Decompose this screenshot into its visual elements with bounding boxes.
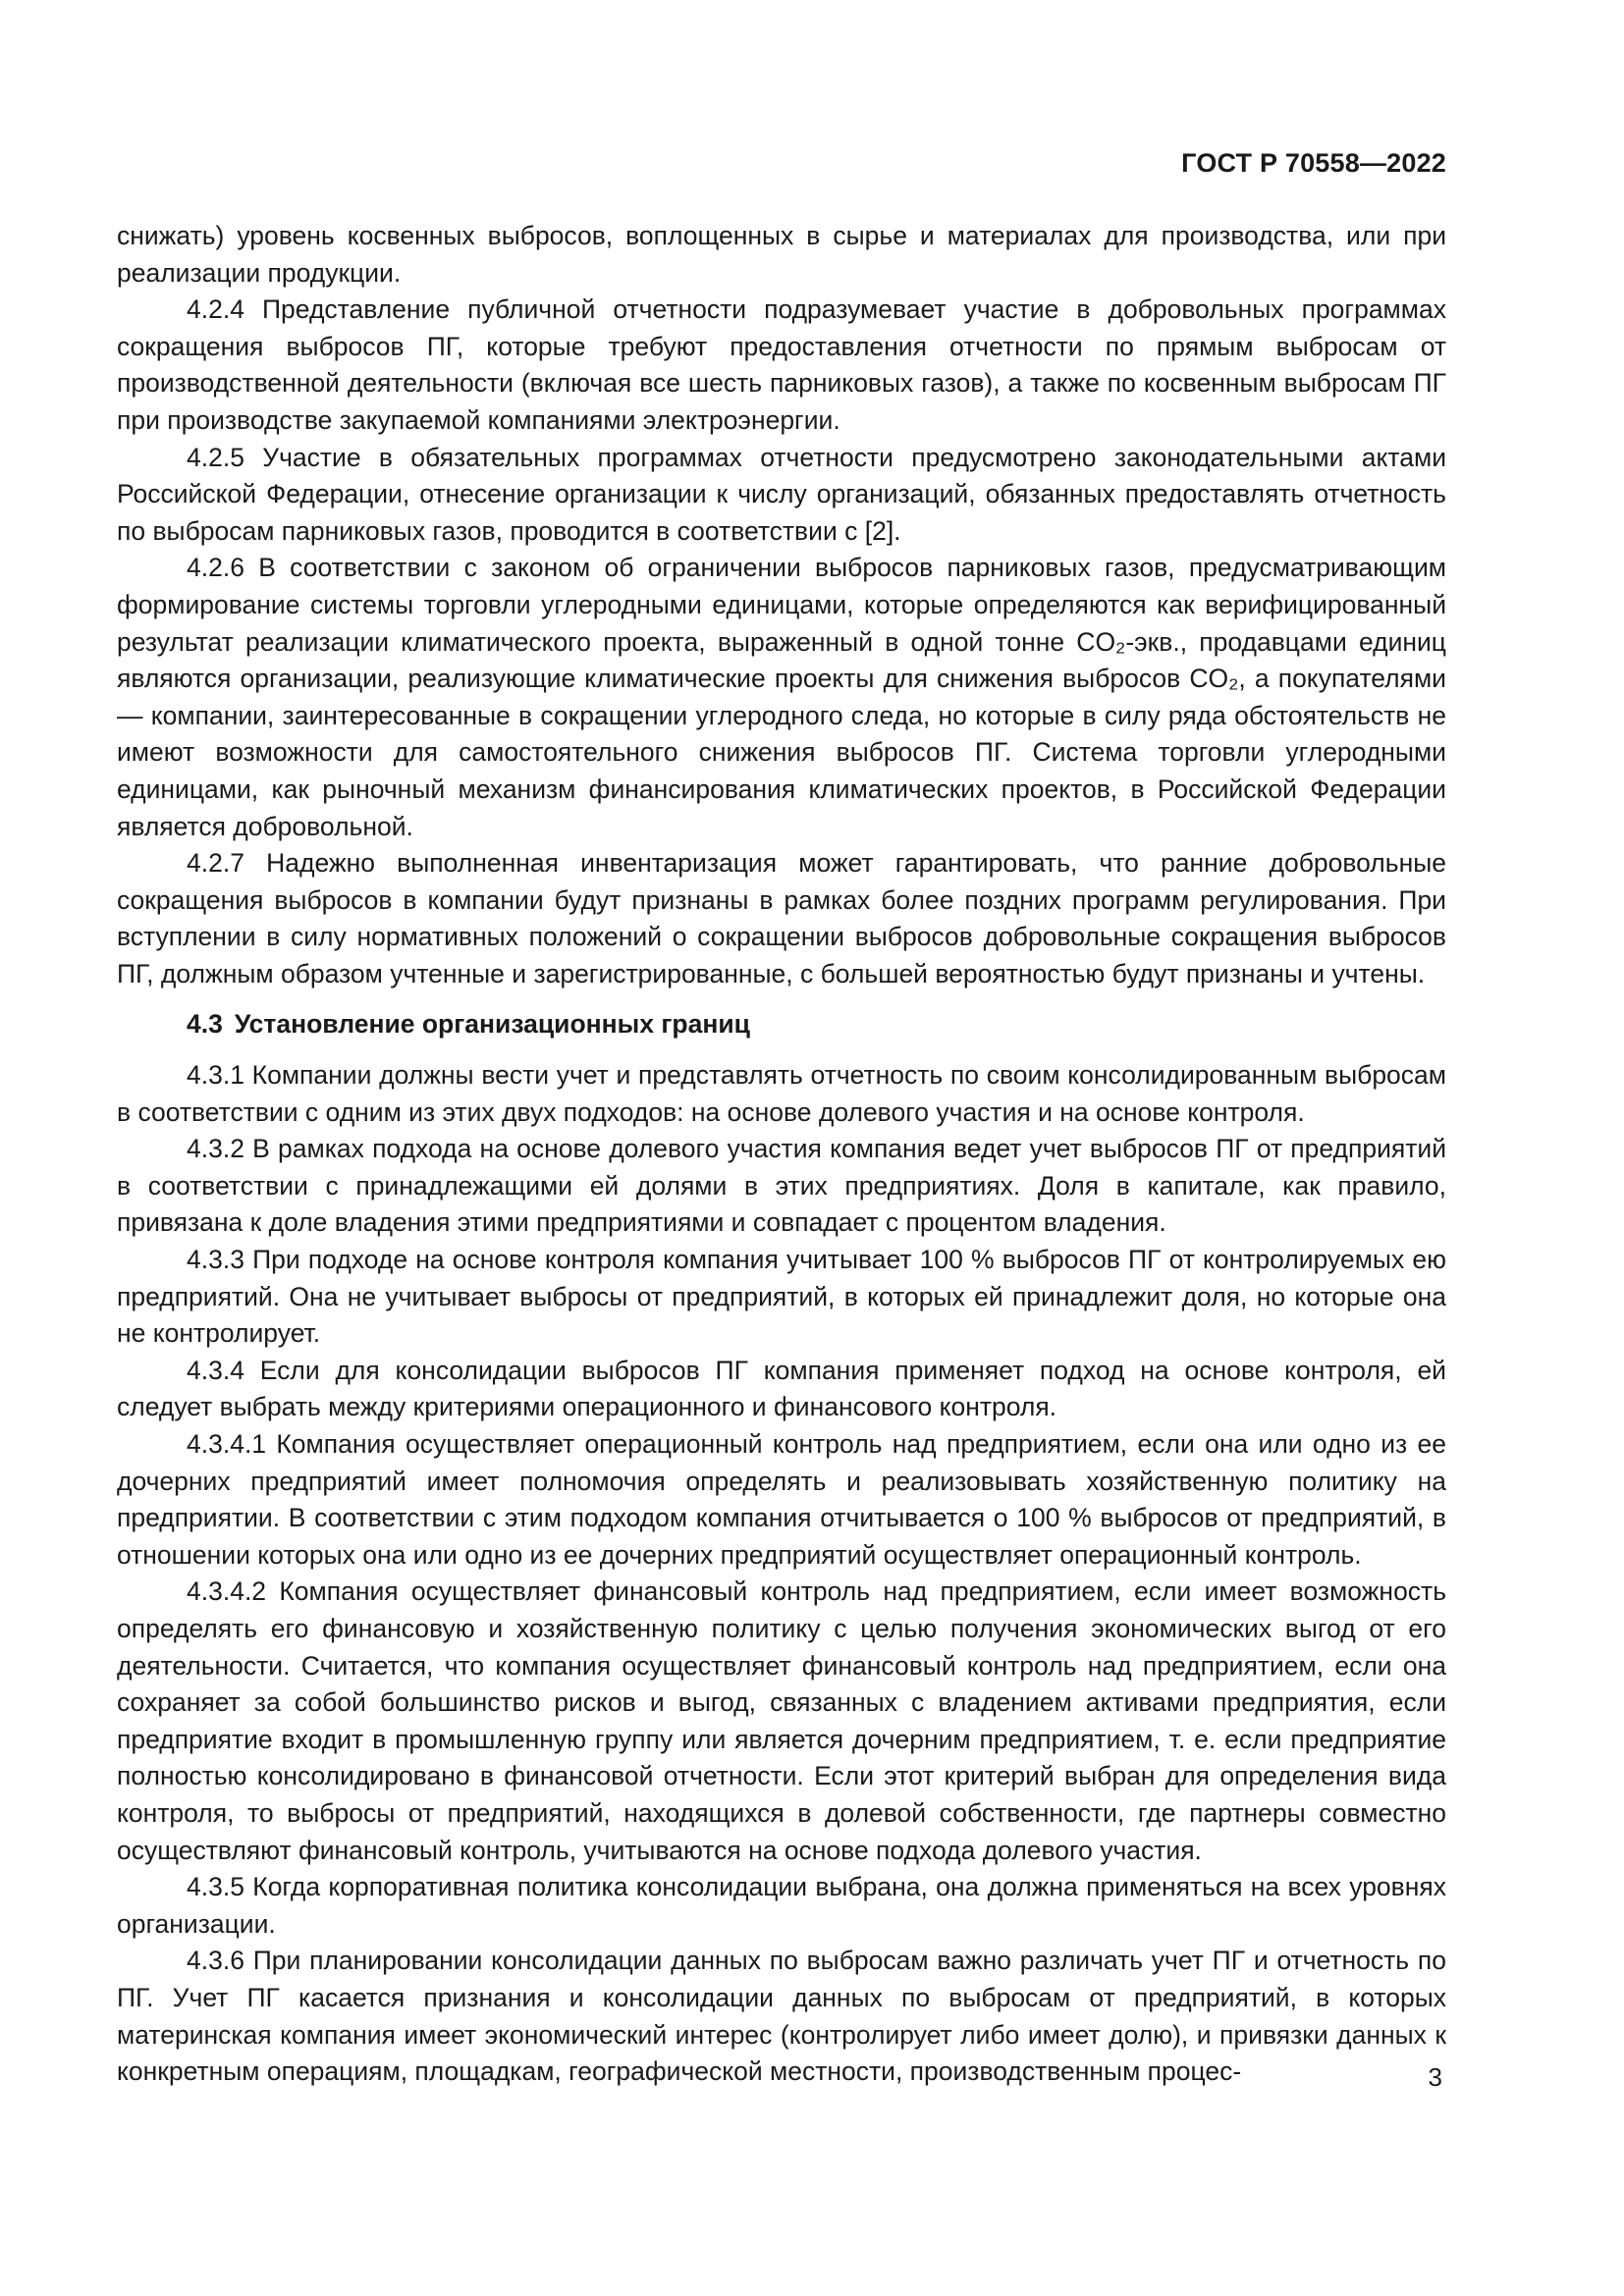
paragraph-4-3-4-1: 4.3.4.1 Компания осуществляет операционный контроль над предприятием, если она или одно из ее дочерних предприятий имеет полномочия определять и реализовывать хозяйственную политику на предприятии. В соответствии с этим подходом компания отчитывается о 100 % выбросов от предприятий, в отношении которых она или одно из ее дочерних предприятий осуществляет операционный контроль. [117,1429,1446,1570]
section-heading-4-3 [117,1006,1446,1043]
paragraph-4-3-1: 4.3.1 Компании должны вести учет и представлять отчетность по своим консолидированным выбросам в соответствии с одним из этих двух подходов: на основе долевого участия и на основе контроля. [117,1060,1446,1127]
paragraph-continued: снижать) уровень косвенных выбросов, воплощенных в сырье и материалах для производства, или при реализации продукции. [117,221,1446,288]
page-number: 3 [1428,2062,1442,2092]
paragraph-4-3-3: 4.3.3 При подходе на основе контроля компания учитывает 100 % выбросов ПГ от контролируемых ею предприятий. Она не учитывает выбросы от предприятий, в которых ей принадлежит доля, но которые она не контролирует. [117,1245,1446,1349]
paragraph-4-2-4: 4.2.4 Представление публичной отчетности подразумевает участие в добровольных программах сокращения выбросов ПГ, которые требуют предоставления отчетности по прямым выбросам от производственной деятельности (включая все шесть парниковых газов), а также по косвенным выбросам ПГ при производстве закупаемой компаниями электроэнергии. [117,294,1446,435]
paragraph-4-2-7: 4.2.7 Надежно выполненная инвентаризация может гарантировать, что ранние добровольные сокращения выбросов в компании будут признаны в рамках более поздних программ регулирования. При вступлении в силу нормативных положений о сокращении выбросов добровольные сокращения выбросов ПГ, должным образом учтенные и зарегистрированные, с большей вероятностью будут признаны и учтены. [117,848,1446,988]
paragraph-4-2-5: 4.2.5 Участие в обязательных программах отчетности предусмотрено законодательными актами Российской Федерации, отнесение организации к числу организаций, обязанных предоставлять отчетность по выбросам парниковых газов, проводится в соответствии с [2]. [117,442,1446,546]
section-title: Установление организационных границ [234,1009,750,1040]
document-code-header: ГОСТ Р 70558—2022 [1181,148,1446,178]
paragraphs-after-section [117,1057,1446,2091]
page-body [117,218,1446,2091]
paragraph-4-3-4-2: 4.3.4.2 Компания осуществляет финансовый контроль над предприятием, если имеет возможность определять его финансовую и хозяйственную политику с целью получения экономических выгод от его деятельности. Считается, что компания осуществляет финансовый контроль над предприятием, если она сохраняет за собой большинство рисков и выгод, связанных с владением активами предприятия, если предприятие входит в промышленную группу или является дочерним предприятием, т. е. если предприятие полностью консолидировано в финансовой отчетности. Если этот критерий выбран для определения вида контроля, то выбросы от предприятий, находящихся в долевой собственности, где партнеры совместно осуществляют финансовый контроль, учитываются на основе подхода долевого участия. [117,1576,1446,1865]
paragraph-4-2-6: 4.2.6 В соответствии с законом об ограничении выбросов парниковых газов, предусматривающим формирование системы торговли углеродными единицами, которые определяются как верифицированный результат реализации климатического проекта, выраженный в одной тонне CO₂-экв., продавцами единиц являются организации, реализующие климатические проекты для снижения выбросов CO₂, а покупателями — компании, заинтересованные в сокращении углеродного следа, но которые в силу ряда обстоятельств не имеют возможности для самостоятельного снижения выбросов ПГ. Система торговли углеродными единицами, как рыночный механизм финансирования климатических проектов, в Российской Федерации является добровольной. [117,553,1446,841]
paragraph-4-3-5: 4.3.5 Когда корпоративная политика консолидации выбрана, она должна применяться на всех уровнях организации. [117,1872,1446,1939]
paragraph-4-3-6: 4.3.6 При планировании консолидации данных по выбросам важно различать учет ПГ и отчетность по ПГ. Учет ПГ касается признания и консолидации данных по выбросам от предприятий, в которых материнская компания имеет экономический интерес (контролирует либо имеет долю), и привязки данных к конкретным операциям, площадкам, географической местности, производственным процес- [117,1946,1446,2087]
section-number: 4.3 [187,1009,223,1040]
paragraph-4-3-4: 4.3.4 Если для консолидации выбросов ПГ компания применяет подход на основе контроля, ей следует выбрать между критериями операционного и финансового контроля. [117,1355,1446,1422]
paragraphs-before-section [117,218,1446,992]
paragraph-4-3-2: 4.3.2 В рамках подхода на основе долевого участия компания ведет учет выбросов ПГ от предприятий в соответствии с принадлежащими ей долями в этих предприятиях. Доля в капитале, как правило, привязана к доле владения этими предприятиями и совпадает с процентом владения. [117,1134,1446,1238]
